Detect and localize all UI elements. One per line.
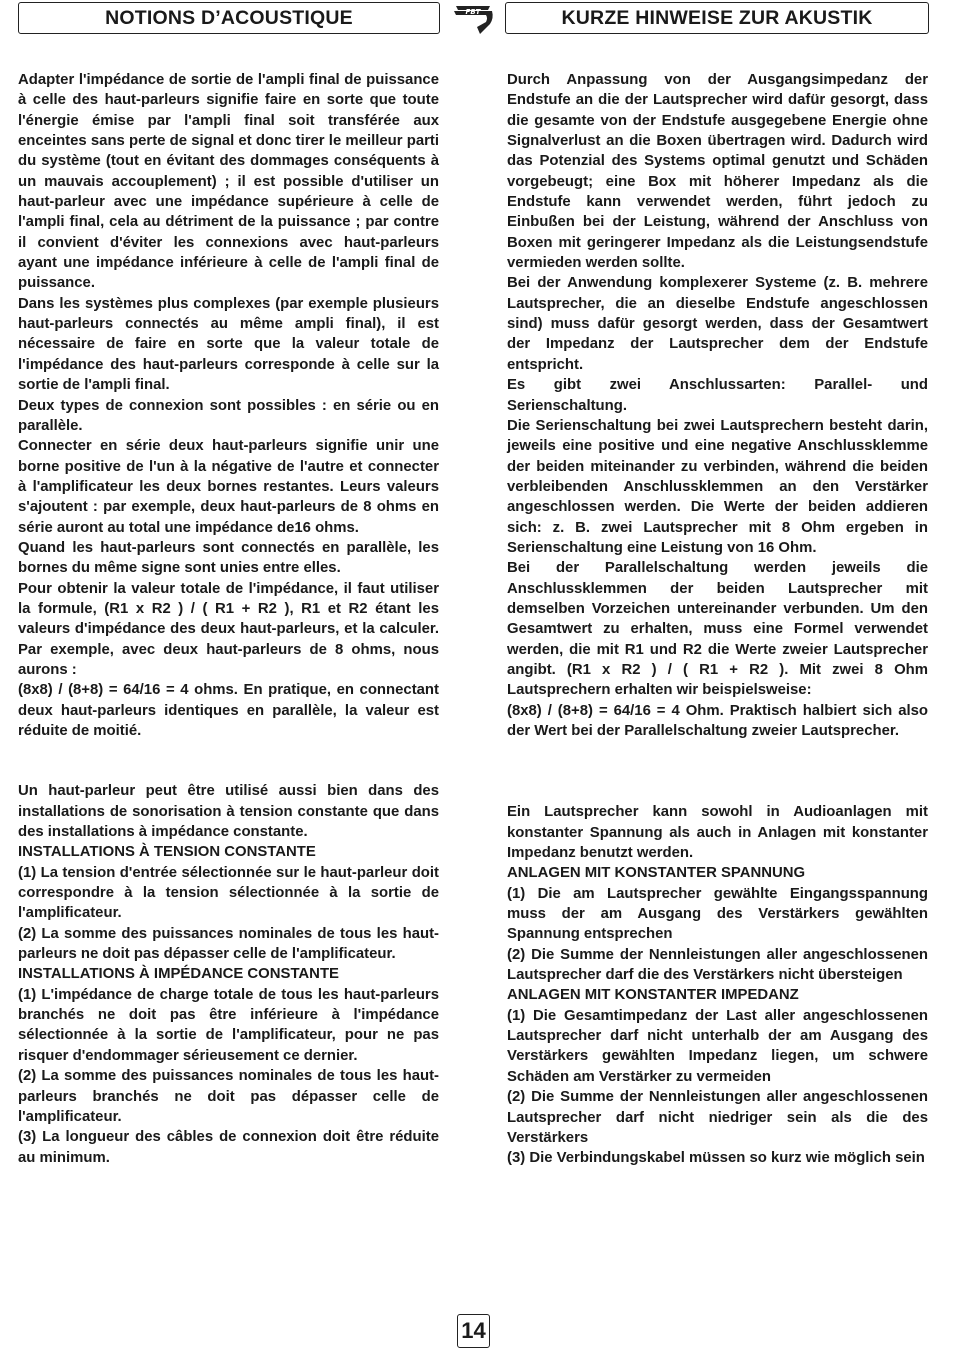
paragraph: Pour obtenir la valeur totale de l'impédance, il faut utiliser la formule, (R1 x R2 ) / ( R1 + R2 ), R1 et R2 étant les valeurs d'impédance des deux haut-parleurs, et la calculer. Par exemple, avec deux haut-parleurs de 8 ohms, nous aurons : (18, 580, 439, 678)
subheading: INSTALLATIONS À TENSION CONSTANTE (18, 844, 316, 861)
section-title-french-text: NOTIONS D’ACOUSTIQUE (105, 6, 353, 29)
paragraph: Die Serienschaltung bei zwei Lautsprechern besteht darin, jeweils eine positive und eine negative Anschlussklemme der beiden miteinander zu verbinden, während die beiden verbleibenden Anschlussklemmen an den Verstärker angeschlossen werden. Die Werte der beiden addieren sich: z. B. zwei Lautsprecher mit 8 Ohm ergeben in Serienschaltung eine Leistung von 16 Ohm. (507, 417, 928, 556)
paragraph: Un haut-parleur peut être utilisé aussi bien dans des installations de sonorisation à tension constante que dans des installations à impédance constante. (18, 783, 439, 841)
paragraph: (2) La somme des puissances nominales de tous les haut-parleurs branchés ne doit pas dépasser celle de l'amplificateur. (18, 1068, 439, 1125)
german-column (507, 70, 928, 1169)
paragraph: Dans les systèmes plus complexes (par exemple plusieurs haut-parleurs connectés au même ampli final), il est nécessaire de faire en sorte que la valeur totale de l'impédance des haut-parleurs corresponde à celle sur la sortie de l'ampli final. (18, 295, 439, 394)
paragraph: Bei der Parallelschaltung werden jeweils die Anschlussklemmen der beiden Lautsprecher mit demselben Vorzeichen untereinander verbunden. Um den Gesamtwert zu erhalten, muss eine Formel verwendet werden, die mit R1 und R2 die Werte zweier Lautsprecher angibt. (R1 x R2 ) / ( R1 + R2 ). Mit zwei 8 Ohm Lautsprechern erhalten wir beispielsweise: (507, 560, 928, 699)
paragraph: Quand les haut-parleurs sont connectés en parallèle, les bornes du même signe sont unies entre elles. (18, 539, 439, 577)
french-column (18, 70, 439, 1168)
section-title-french (18, 2, 440, 34)
section-title-german (505, 2, 929, 34)
section-title-german-text: KURZE HINWEISE ZUR AKUSTIK (561, 6, 873, 29)
paragraph: (1) L'impédance de charge totale de tous les haut-parleurs branchés ne doit pas être inférieure à l'impédance sélectionnée à la sortie de l'amplificateur, pour ne pas risquer d'endommager sérieusement ce dernier. (18, 986, 439, 1064)
page-number-text: 14 (461, 1318, 486, 1343)
paragraph: Deux types de connexion sont possibles : en série ou en parallèle. (18, 397, 439, 434)
subheading: INSTALLATIONS À IMPÉDANCE CONSTANTE (18, 966, 339, 983)
section-spacer (507, 741, 928, 802)
paragraph: Connecter en série deux haut-parleurs signifie unir une borne positive de l'un à la négative de l'autre et connecter à l'amplificateur les deux bornes restantes. Leurs valeurs s'ajoutent : par exemple, deux haut-parleurs de 8 ohms en série auront au total une impédance de16 ohms. (18, 438, 439, 536)
paragraph: Bei der Anwendung komplexerer Systeme (z. B. mehrere Lautsprecher, die an dieselbe Endstufe angeschlossen sind) muss dafür gesorgt werden, dass der Gesamtwert der Impedanz der Lautsprecher dem der Endstufe entspricht. (507, 275, 928, 373)
paragraph: Es gibt zwei Anschlussarten: Parallel- und Serienschaltung. (507, 377, 928, 414)
subheading: ANLAGEN MIT KONSTANTER SPANNUNG (507, 865, 806, 882)
paragraph: Durch Anpassung von der Ausgangsimpedanz der Endstufe an die der Lautsprecher wird dafür gesorgt, dass die gesamte von der Endstufe ausgegebene Energie ohne Signalverlust an die Boxen übertragen wird. Dadurch wird das Potenzial des Systems optimal genutzt und Schäden vorgebeugt; eine Box mit höherer Impedanz als die Endstufe kann verwendet werden, führt jedoch zu Einbußen bei der Leistung, während der Anschluss von Boxen mit geringerer Impedanz als die Leistungsendstufe vermieden werden sollte. (507, 72, 928, 272)
paragraph: (2) Die Summe der Nennleistungen aller angeschlossenen Lautsprecher darf die des Verstärkers nicht übersteigen (507, 946, 928, 984)
paragraph: Adapter l'impédance de sortie de l'ampli final de puissance à celle des haut-parleurs signifie faire en sorte que toute l'énergie émise par l'ampli final soit transférée aux enceintes sans perte de signal et donc tirer le meilleur parti du système (tout en évitant des dommages conséquents à un mauvais accouplement) ; il est possible d'utiliser un haut-parleur avec une impédance supérieure à celle de l'ampli final, cela au détriment de la puissance ; par contre il convient d'éviter les connexions avec haut-parleurs ayant une impédance inférieure à celle de l'ampli final de puissance. (18, 72, 439, 292)
paragraph: (1) La tension d'entrée sélectionnée sur le haut-parleur doit correspondre à la tension sélectionnée à la sortie de l'amplificateur. (18, 864, 439, 922)
paragraph: (3) Die Verbindungskabel müssen so kurz wie möglich sein (507, 1150, 925, 1167)
paragraph: (2) Die Summe der Nennleistungen aller angeschlossenen Lautsprecher darf nicht niedriger sein als die des Verstärkers (507, 1089, 928, 1146)
paragraph: Ein Lautsprecher kann sowohl in Audioanlagen mit konstanter Spannung als auch in Anlagen mit konstanter Impedanz benutzt werden. (507, 804, 928, 862)
paragraph: (8x8) / (8+8) = 64/16 = 4 ohms. En pratique, en connectant deux haut-parleurs identiques en parallèle, la valeur est réduite de moitié. (18, 682, 439, 739)
section-spacer (18, 741, 439, 781)
paragraph: (1) Die am Lautsprecher gewählte Eingangsspannung muss der am Ausgang des Verstärkers gewählten Spannung entsprechen (507, 885, 928, 943)
page-number (457, 1314, 490, 1348)
paragraph: (1) Die Gesamtimpedanz der Last aller angeschlossenen Lautsprecher darf nicht unterhalb der am Ausgang des Verstärkers gewählten Impedanz liegen, um schwere Schäden am Verstärker zu vermeiden (507, 1007, 928, 1085)
paragraph: (2) La somme des puissances nominales de tous les haut-parleurs ne doit pas dépasser celle de l'amplificateur. (18, 925, 439, 963)
subheading: ANLAGEN MIT KONSTANTER IMPEDANZ (507, 987, 799, 1004)
fbt-logo-text: FBT (465, 8, 481, 17)
fbt-logo (450, 0, 496, 38)
paragraph: (8x8) / (8+8) = 64/16 = 4 Ohm. Praktisch halbiert sich also der Wert bei der Parallelschaltung zweier Lautsprecher. (507, 702, 928, 739)
paragraph: (3) La longueur des câbles de connexion doit être réduite au minimum. (18, 1129, 439, 1166)
